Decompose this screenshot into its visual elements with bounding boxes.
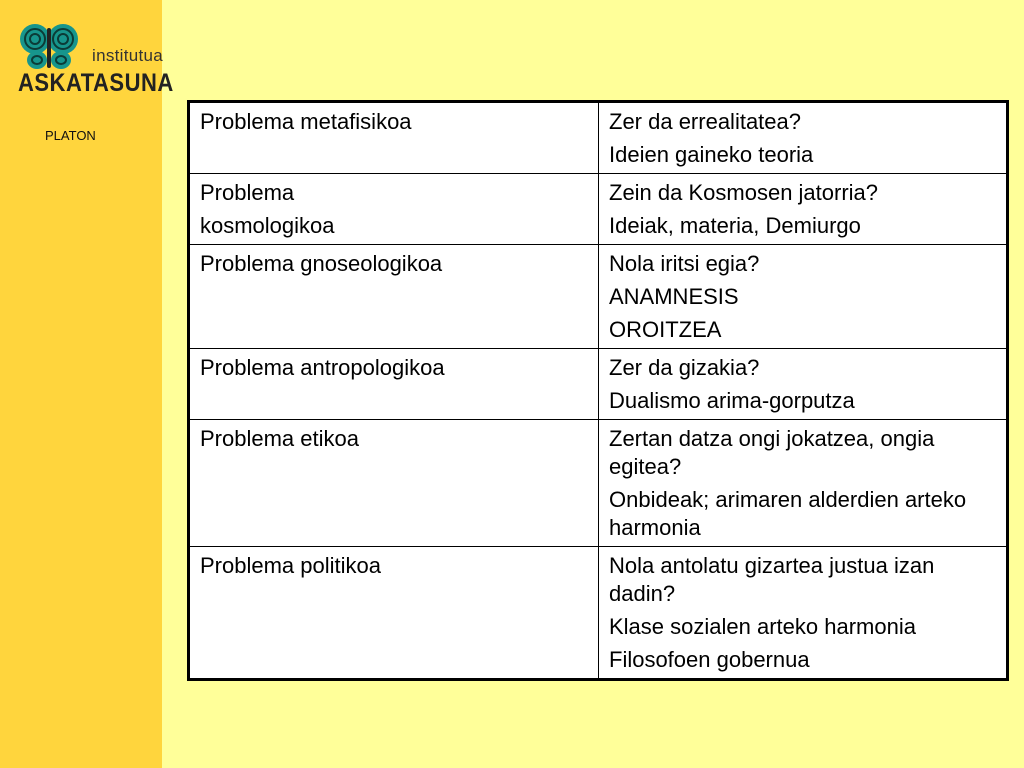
- answer-text: Dualismo arima-gorputza: [609, 388, 855, 413]
- problem-text: Problema: [200, 180, 295, 205]
- butterfly-logo-icon: [18, 22, 80, 72]
- problem-text: Problema politikoa: [200, 553, 381, 578]
- answer-text: Zer da errealitatea?: [609, 109, 801, 134]
- answer-cell: [599, 420, 1008, 547]
- answer-text: Onbideak; arimaren alderdien arteko harmonia: [609, 487, 967, 540]
- sidebar: [0, 0, 174, 768]
- problem-cell: [189, 102, 599, 174]
- problem-text: Problema gnoseologikoa: [200, 251, 443, 276]
- answer-text: Ideien gaineko teoria: [609, 142, 814, 167]
- problem-cell: [189, 245, 599, 349]
- section-label: PLATON: [45, 128, 96, 143]
- answer-cell: [599, 174, 1008, 245]
- table-row: [189, 547, 1008, 680]
- answer-text: Nola iritsi egia?: [609, 251, 760, 276]
- logo-big-text: ASKATASUNA: [18, 68, 174, 97]
- answer-text: Filosofoen gobernua: [609, 647, 810, 672]
- answer-text: Zein da Kosmosen jatorria?: [609, 180, 879, 205]
- institute-logo: [14, 22, 174, 98]
- problem-cell: [189, 174, 599, 245]
- answer-cell: [599, 547, 1008, 680]
- table-row: [189, 102, 1008, 174]
- answer-cell: [599, 349, 1008, 420]
- table-row: [189, 420, 1008, 547]
- problems-table: [187, 100, 1009, 681]
- answer-text: OROITZEA: [609, 317, 722, 342]
- table-row: [189, 174, 1008, 245]
- answer-text: ANAMNESIS: [609, 284, 739, 309]
- problem-cell: [189, 349, 599, 420]
- problem-text: kosmologikoa: [200, 213, 335, 238]
- problem-text: Problema etikoa: [200, 426, 359, 451]
- logo-small-text: institutua: [92, 46, 164, 65]
- problem-cell: [189, 420, 599, 547]
- answer-cell: [599, 245, 1008, 349]
- table-row: [189, 349, 1008, 420]
- answer-text: Nola antolatu gizartea justua izan dadin?: [609, 553, 935, 606]
- answer-cell: [599, 102, 1008, 174]
- table-row: [189, 245, 1008, 349]
- answer-text: Ideiak, materia, Demiurgo: [609, 213, 861, 238]
- answer-text: Zertan datza ongi jokatzea, ongia egitea?: [609, 426, 935, 479]
- answer-text: Klase sozialen arteko harmonia: [609, 614, 916, 639]
- problem-cell: [189, 547, 599, 680]
- answer-text: Zer da gizakia?: [609, 355, 760, 380]
- problem-text: Problema metafisikoa: [200, 109, 412, 134]
- problem-text: Problema antropologikoa: [200, 355, 445, 380]
